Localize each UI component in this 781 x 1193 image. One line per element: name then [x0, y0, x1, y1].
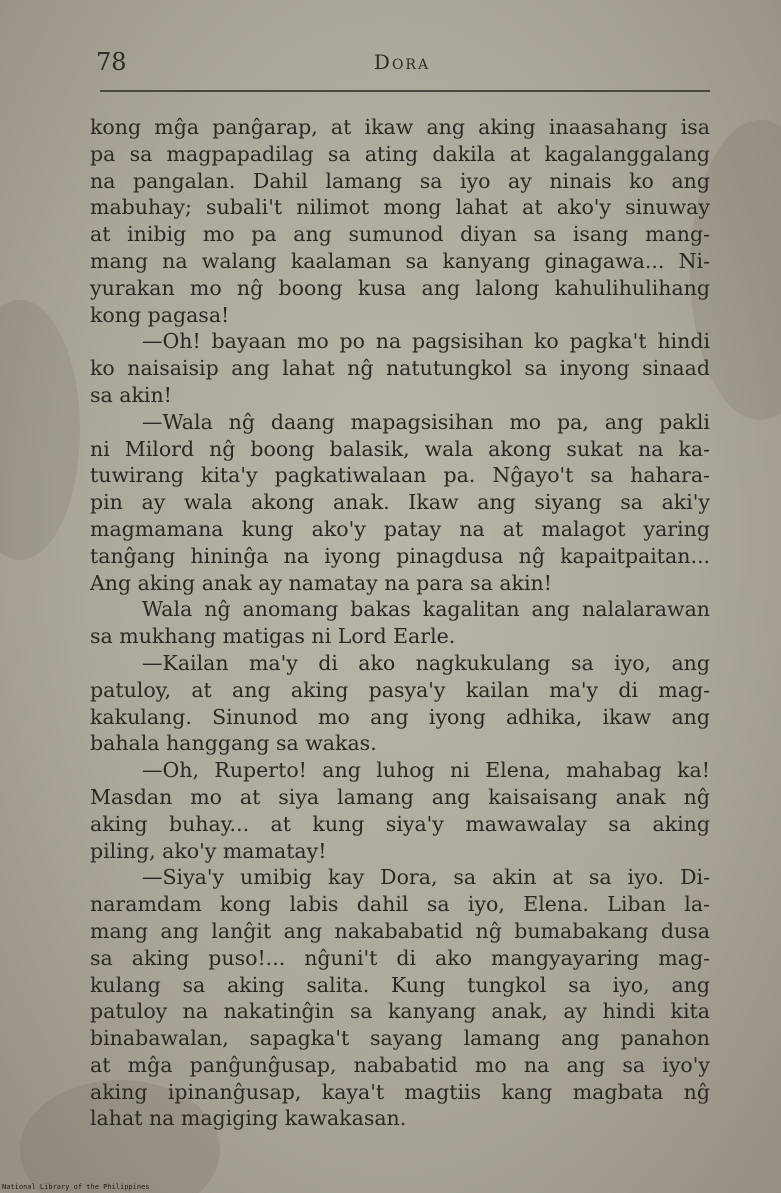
text-line: yurakan mo nĝ boong kusa ang lalong kahulihulihang [90, 275, 710, 300]
text-line: aking ipinanĝusap, kaya't magtiis kang magbata nĝ [90, 1079, 710, 1104]
running-title: Dora [373, 50, 431, 74]
text-line: Ang aking anak ay namatay na para sa akin! [90, 570, 552, 595]
text-line: aking buhay... at kung siya'y mawawalay sa aking [90, 811, 710, 836]
text-line: at inibig mo pa ang sumunod diyan sa isang mang- [90, 222, 710, 247]
text-line: —Oh! bayaan mo po na pagsisihan ko pagka't hindi [142, 329, 710, 354]
text-line: tanĝang hininĝa na iyong pinagdusa nĝ kapaitpaitan... [90, 543, 710, 568]
text-line: lahat na magiging kawakasan. [90, 1106, 407, 1131]
text-line: —Wala nĝ daang mapagsisihan mo pa, ang pakli [142, 409, 710, 434]
text-line: tuwirang kita'y pagkatiwalaan pa. Nĝayo't sa hahara- [90, 463, 710, 488]
text-line: piling, ako'y mamatay! [90, 838, 327, 863]
text-line: ni Milord nĝ boong balasik, wala akong sukat na ka- [90, 436, 710, 461]
text-line: at mĝa panĝunĝusap, nababatid mo na ang sa iyo'y [90, 1052, 710, 1077]
text-line: kakulang. Sinunod mo ang iyong adhika, ikaw ang [90, 704, 710, 729]
library-credit: National Library of the Philippines [2, 1183, 150, 1191]
body-text [90, 114, 710, 1132]
text-line: Masdan mo at siya lamang ang kaisaisang anak nĝ [90, 784, 710, 809]
text-line: kong mĝa panĝarap, at ikaw ang aking inaasahang isa [90, 115, 710, 139]
text-line: magmamana kung ako'y patay na at malagot yaring [90, 516, 710, 541]
text-line: kulang sa aking salita. Kung tungkol sa iyo, ang [90, 972, 710, 997]
text-line: mang ang lanĝit ang nakababatid nĝ bumabakang dusa [90, 918, 710, 943]
header-rule [100, 90, 710, 92]
text-line: —Kailan ma'y di ako nagkukulang sa iyo, ang [142, 650, 710, 675]
text-line: sa mukhang matigas ni Lord Earle. [90, 624, 456, 649]
text-line: bahala hanggang sa wakas. [90, 731, 377, 756]
page-number: 78 [96, 48, 127, 76]
text-line: sa akin! [90, 382, 172, 407]
text-line: patuloy, at ang aking pasya'y kailan ma'y di mag- [90, 677, 710, 702]
text-line: sa aking puso!... nĝuni't di ako mangyayaring mag- [90, 945, 710, 970]
text-line: mabuhay; subali't nilimot mong lahat at ako'y sinuway [90, 195, 710, 220]
text-line: ko naisaisip ang lahat nĝ natutungkol sa inyong sinaad [90, 356, 710, 381]
text-line: patuloy na nakatinĝin sa kanyang anak, ay hindi kita [90, 999, 710, 1024]
text-line: pa sa magpapadilag sa ating dakila at kagalanggalang [90, 141, 710, 166]
text-line: pin ay wala akong anak. Ikaw ang siyang sa aki'y [90, 490, 710, 515]
text-line: Wala nĝ anomang bakas kagalitan ang nalalarawan [142, 597, 710, 622]
page-header [96, 48, 708, 82]
page-stain [0, 300, 80, 560]
text-line: na pangalan. Dahil lamang sa iyo ay ninais ko ang [90, 168, 710, 193]
text-line: —Oh, Ruperto! ang luhog ni Elena, mahabag ka! [142, 758, 710, 783]
text-line: binabawalan, sapagka't sayang lamang ang panahon [90, 1026, 710, 1051]
text-line: mang na walang kaalaman sa kanyang ginagawa... Ni- [90, 248, 710, 273]
text-line: kong pagasa! [90, 302, 230, 327]
text-line: —Siya'y umibig kay Dora, sa akin at sa iyo. Di- [142, 865, 710, 890]
text-line: naramdam kong labis dahil sa iyo, Elena. Liban la- [90, 892, 710, 917]
